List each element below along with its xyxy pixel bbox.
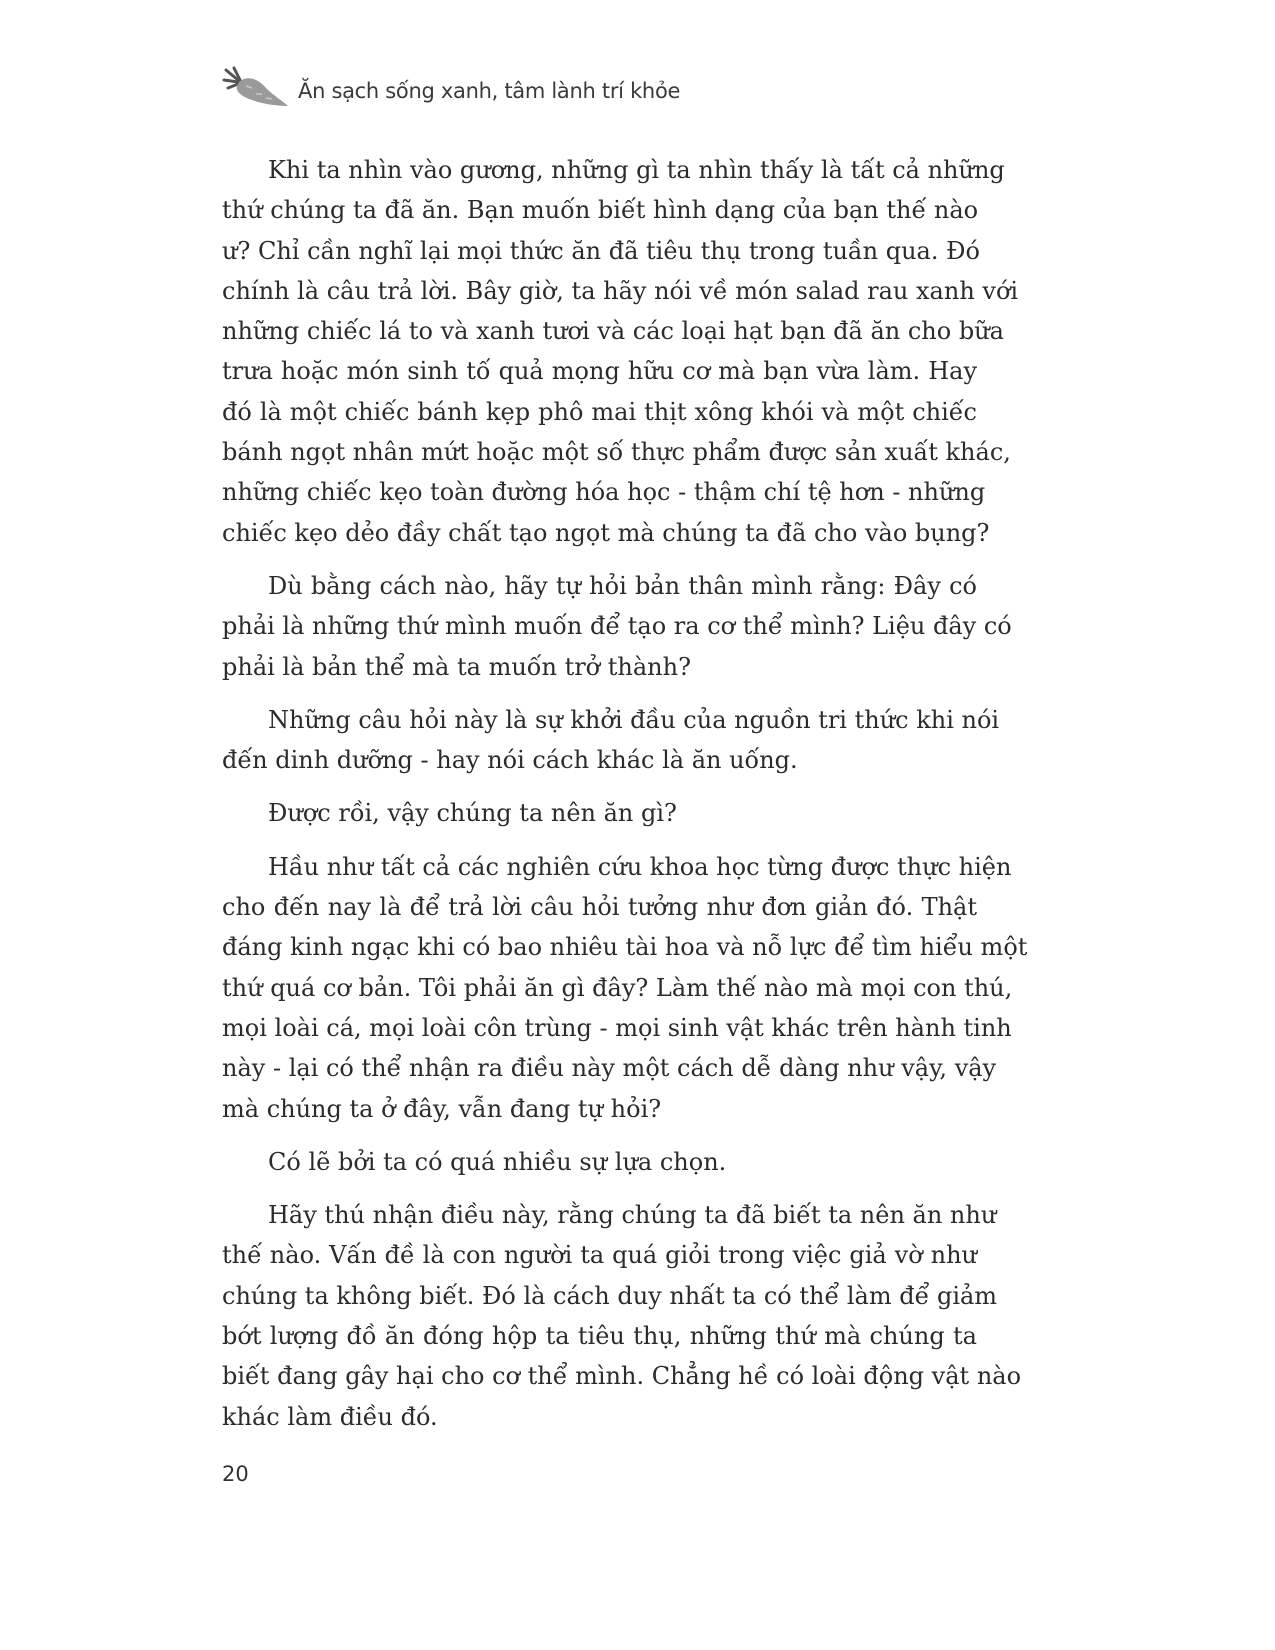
text-line: đáng kinh ngạc khi có bao nhiêu tài hoa và nỗ lực để tìm hiểu một — [222, 933, 1028, 962]
text-line: mà chúng ta ở đây, vẫn đang tự hỏi? — [222, 1094, 662, 1123]
paragraph — [222, 566, 1012, 687]
carrot-icon — [222, 66, 290, 115]
paragraph — [222, 1195, 1022, 1437]
paragraph — [222, 700, 1000, 781]
page-number: 20 — [222, 1462, 249, 1486]
text-line: cho đến nay là để trả lời câu hỏi tưởng như đơn giản đó. Thật — [222, 893, 977, 922]
paragraph — [222, 1142, 977, 1182]
text-line: Dù bằng cách nào, hãy tự hỏi bản thân mình rằng: Đây có — [268, 571, 977, 600]
text-line: Có lẽ bởi ta có quá nhiều sự lựa chọn. — [268, 1147, 727, 1176]
text-line: đó là một chiếc bánh kẹp phô mai thịt xông khói và một chiếc — [222, 397, 977, 426]
running-header — [222, 66, 680, 115]
text-line: thứ quá cơ bản. Tôi phải ăn gì đây? Làm thế nào mà mọi con thú, — [222, 973, 1013, 1002]
text-line: bánh ngọt nhân mứt hoặc một số thực phẩm được sản xuất khác, — [222, 438, 1011, 467]
text-line: này - lại có thể nhận ra điều này một cách dễ dàng như vậy, vậy — [222, 1054, 997, 1083]
text-line: biết đang gây hại cho cơ thể mình. Chẳng hề có loài động vật nào — [222, 1362, 1022, 1391]
text-line: phải là bản thể mà ta muốn trở thành? — [222, 652, 691, 681]
text-line: đến dinh dưỡng - hay nói cách khác là ăn uống. — [222, 746, 798, 775]
text-line: chiếc kẹo dẻo đầy chất tạo ngọt mà chúng ta đã cho vào bụng? — [222, 518, 990, 547]
text-line: Hãy thú nhận điều này, rằng chúng ta đã biết ta nên ăn như — [268, 1201, 997, 1230]
text-line: mọi loài cá, mọi loài côn trùng - mọi sinh vật khác trên hành tinh — [222, 1013, 1012, 1042]
paragraph — [222, 793, 977, 833]
text-line: thứ chúng ta đã ăn. Bạn muốn biết hình dạng của bạn thế nào — [222, 196, 979, 225]
text-line: những chiếc lá to và xanh tươi và các loại hạt bạn đã ăn cho bữa — [222, 317, 1004, 346]
body-text — [222, 150, 1028, 1450]
text-line: thế nào. Vấn đề là con người ta quá giỏi trong việc giả vờ như — [222, 1241, 977, 1270]
text-line: phải là những thứ mình muốn để tạo ra cơ thể mình? Liệu đây có — [222, 612, 1012, 641]
text-line: trưa hoặc món sinh tố quả mọng hữu cơ mà bạn vừa làm. Hay — [222, 357, 977, 386]
paragraph — [222, 847, 1028, 1129]
text-line: chính là câu trả lời. Bây giờ, ta hãy nói về món salad rau xanh với — [222, 276, 1019, 305]
text-line: Khi ta nhìn vào gương, những gì ta nhìn thấy là tất cả những — [268, 156, 1005, 184]
text-line: những chiếc kẹo toàn đường hóa học - thậm chí tệ hơn - những — [222, 478, 986, 507]
text-line: Hầu như tất cả các nghiên cứu khoa học từng được thực hiện — [268, 852, 1012, 881]
text-line: chúng ta không biết. Đó là cách duy nhất ta có thể làm để giảm — [222, 1281, 998, 1310]
text-line: khác làm điều đó. — [222, 1402, 438, 1431]
text-line: Được rồi, vậy chúng ta nên ăn gì? — [268, 799, 677, 828]
header-title: Ăn sạch sống xanh, tâm lành trí khỏe — [298, 78, 681, 103]
text-line: Những câu hỏi này là sự khởi đầu của nguồn tri thức khi nói — [268, 705, 1000, 734]
paragraph — [222, 150, 1019, 553]
text-line: bớt lượng đồ ăn đóng hộp ta tiêu thụ, những thứ mà chúng ta — [222, 1322, 977, 1351]
text-line: ư? Chỉ cần nghĩ lại mọi thức ăn đã tiêu thụ trong tuần qua. Đó — [222, 236, 980, 265]
